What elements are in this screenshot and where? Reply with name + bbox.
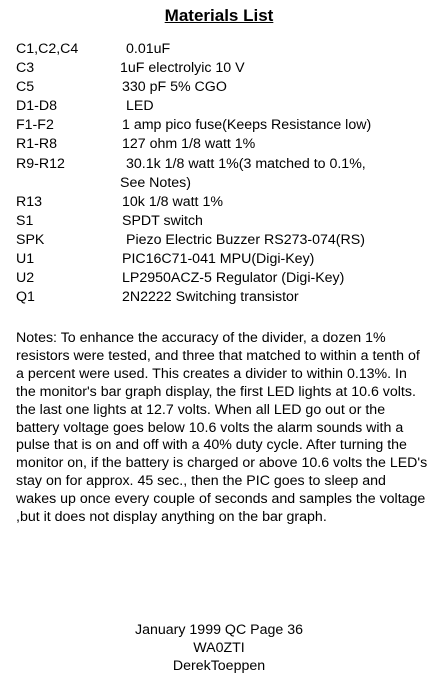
part-row	[16, 116, 434, 135]
part-designator: C3	[16, 60, 35, 77]
part-description: 127 ohm 1/8 watt 1%	[122, 136, 256, 153]
part-description: 10k 1/8 watt 1%	[122, 193, 223, 210]
part-description: SPDT switch	[122, 212, 203, 229]
part-row	[16, 40, 434, 59]
part-designator: R13	[16, 193, 43, 210]
part-description: LP2950ACZ-5 Regulator (Digi-Key)	[122, 270, 345, 287]
notes-paragraph: Notes: To enhance the accuracy of the divider, a dozen 1% resistors were tested, and three that matched to within a tenth of a percent were used. This creates a divider to within 0.13%. In the monitor's bar graph display, the first LED lights at 10.6 volts. the last one lights at 12.7 volts. When all LED go out or the battery voltage goes below 10.6 volts the alarm sounds with a pulse that is on and off with a 40% duty cycle. After turning the monitor on, if the battery is charged or above 10.6 volts the LED's stay on for approx. 45 sec., then the PIC goes to sleep and wakes up once every couple of seconds and samples the voltage ,but it does not display anything on the bar graph.	[16, 330, 428, 526]
part-designator: C5	[16, 79, 35, 96]
part-row	[16, 288, 434, 307]
part-designator: SPK	[16, 231, 45, 248]
materials-list	[16, 40, 434, 307]
part-designator: R9-R12	[16, 155, 65, 172]
part-row	[16, 59, 434, 78]
footer-author: DerekToeppen	[172, 658, 266, 674]
part-description: 1uF electrolyic 10 V	[120, 60, 245, 77]
page-title: Materials List	[164, 6, 274, 25]
part-description: 330 pF 5% CGO	[122, 79, 227, 96]
part-row	[16, 135, 434, 154]
part-row	[16, 155, 434, 174]
footer-callsign: WA0ZTI	[193, 640, 245, 656]
part-row	[16, 231, 434, 250]
part-description: 2N2222 Switching transistor	[122, 289, 299, 306]
part-designator: C1,C2,C4	[16, 41, 79, 57]
part-description: LED	[126, 98, 154, 115]
part-designator	[16, 174, 116, 193]
part-designator: S1	[16, 212, 34, 229]
part-row	[16, 269, 434, 288]
part-row	[16, 212, 434, 231]
part-row	[16, 193, 434, 212]
part-description: Piezo Electric Buzzer RS273-074(RS)	[126, 231, 365, 248]
part-description: 1 amp pico fuse(Keeps Resistance low)	[122, 117, 372, 134]
part-designator: R1-R8	[16, 136, 57, 153]
part-designator: F1-F2	[16, 117, 54, 134]
part-description: 30.1k 1/8 watt 1%(3 matched to 0.1%,	[126, 155, 366, 172]
part-row	[16, 250, 434, 269]
part-description: PIC16C71-041 MPU(Digi-Key)	[122, 251, 315, 268]
part-row	[16, 174, 434, 193]
footer-issue: January 1999 QC Page 36	[135, 622, 303, 638]
part-designator: U1	[16, 251, 35, 268]
part-description: See Notes)	[120, 174, 191, 191]
part-row	[16, 78, 434, 97]
part-description: 0.01uF	[126, 41, 171, 57]
part-designator: U2	[16, 270, 35, 287]
part-designator: Q1	[16, 289, 35, 306]
part-row	[16, 97, 434, 116]
part-designator: D1-D8	[16, 98, 57, 115]
